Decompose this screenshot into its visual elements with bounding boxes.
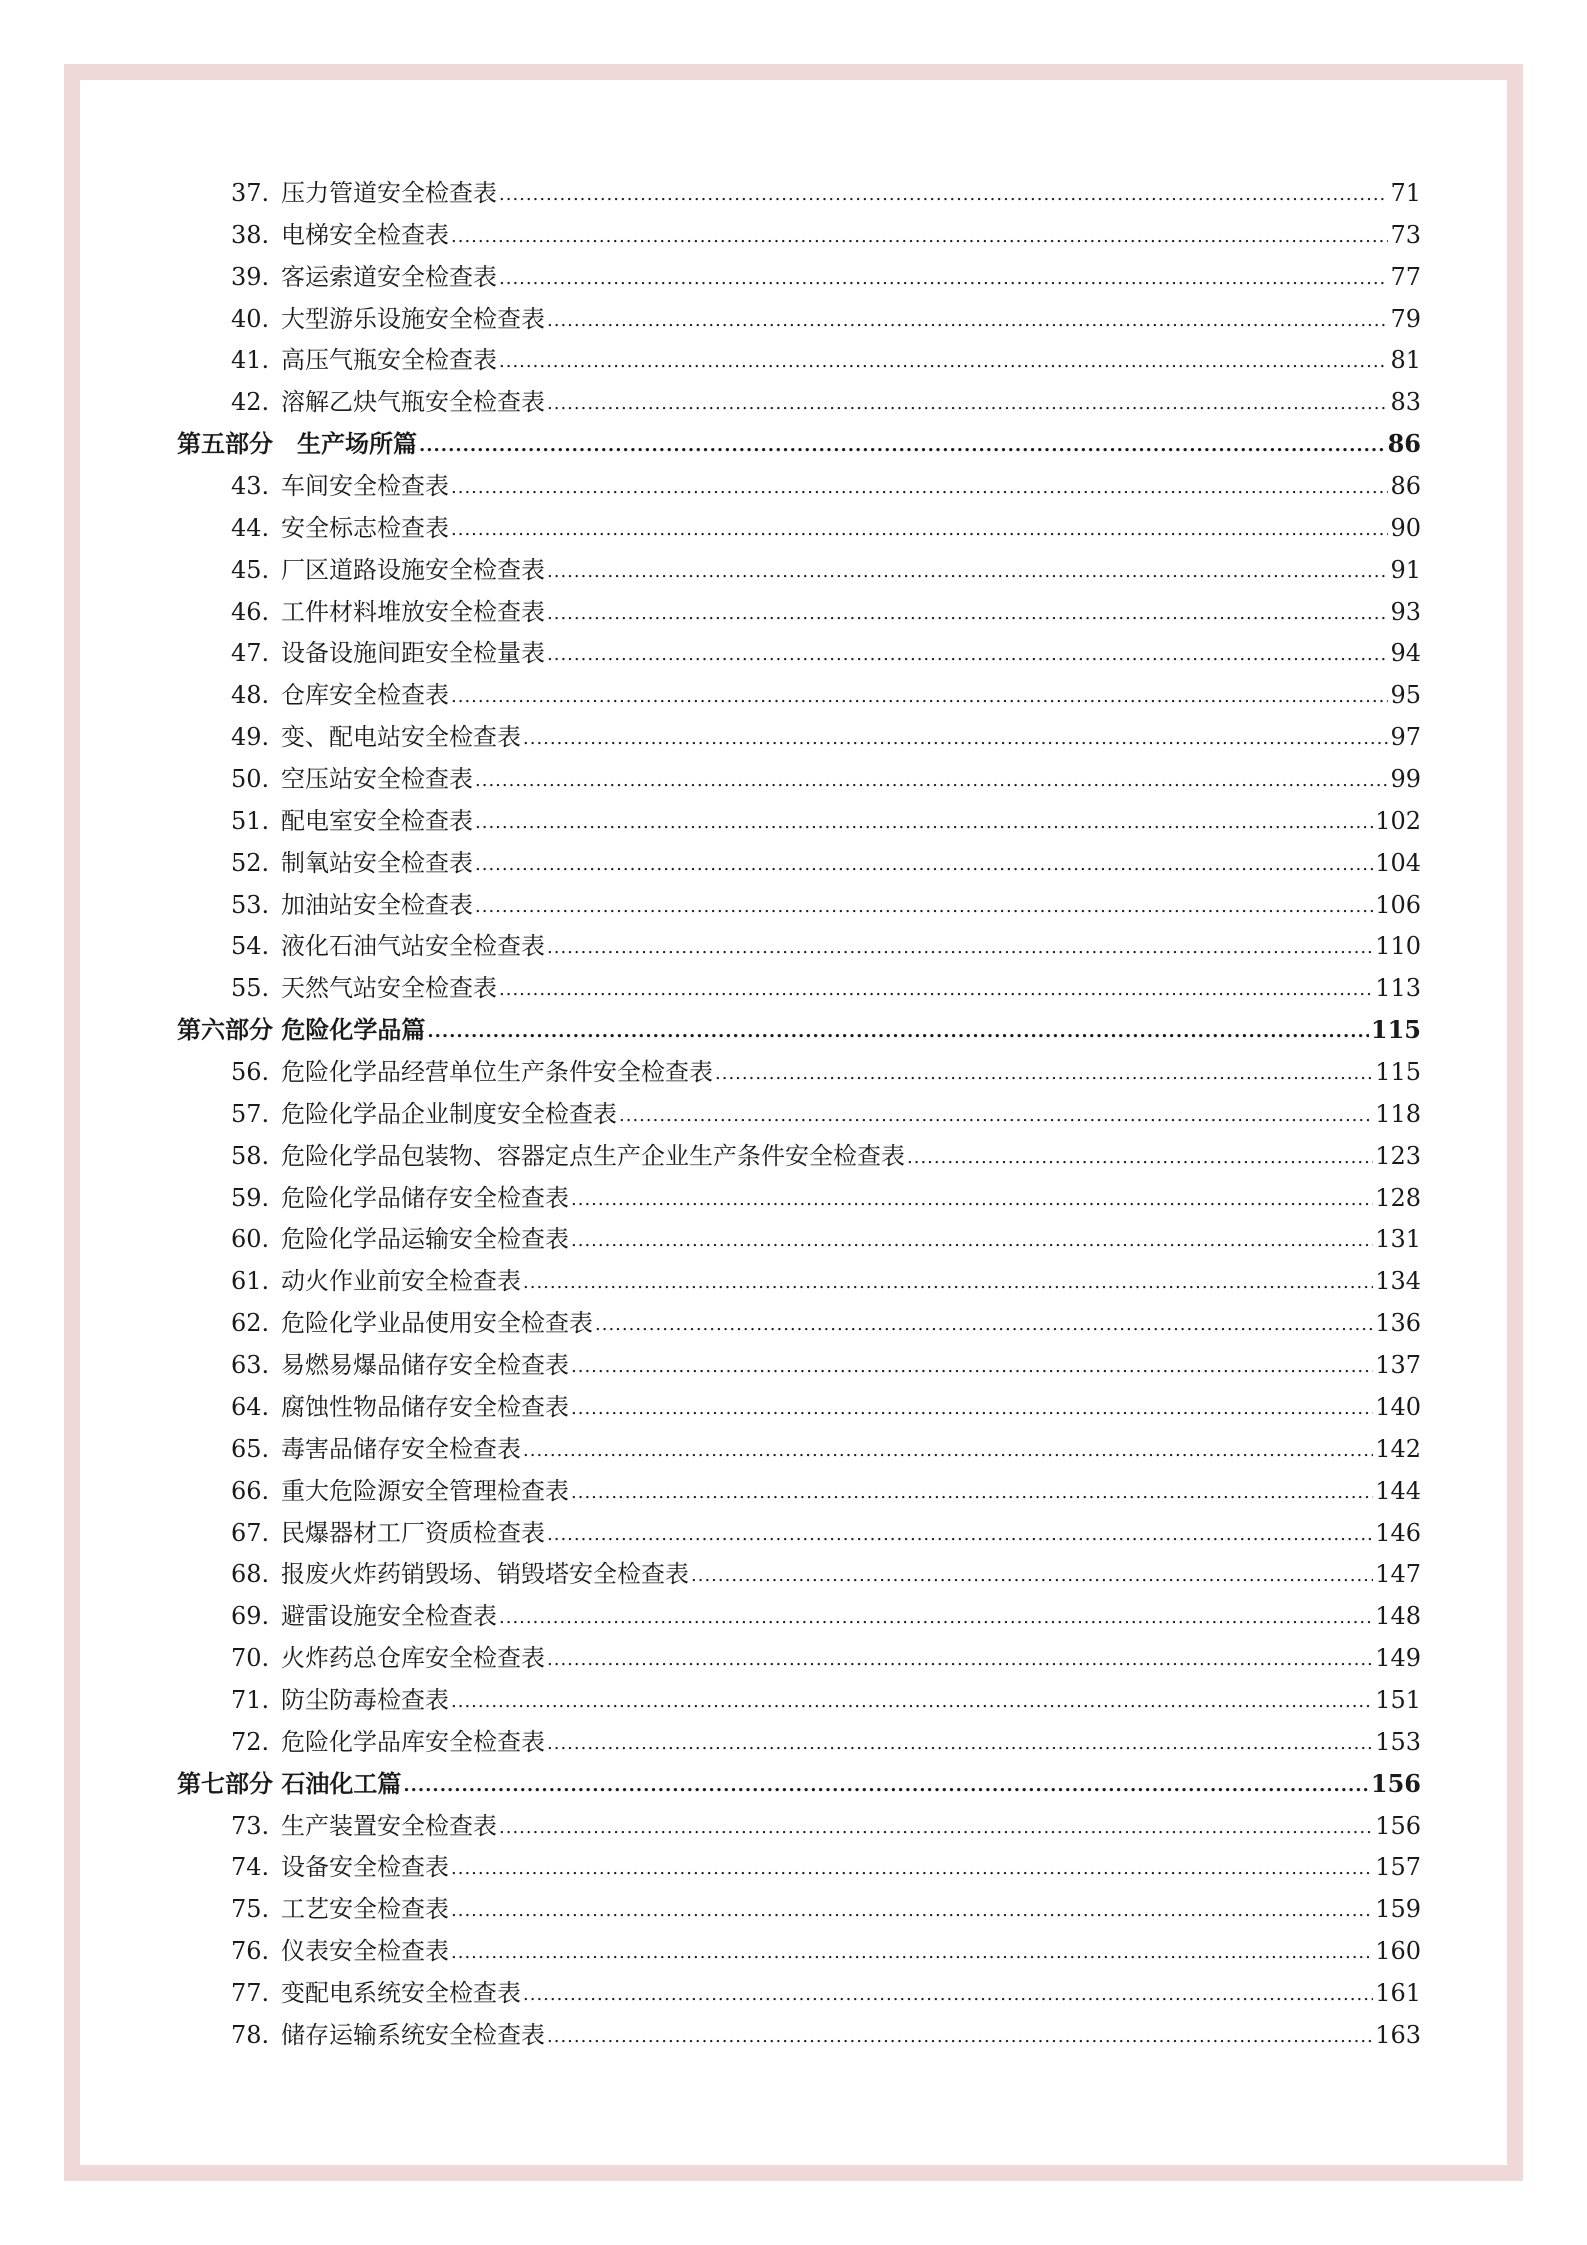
toc-entry-number: 44. (231, 513, 270, 542)
dot-leader (547, 1727, 1373, 1755)
toc-entry-title: 防尘防毒检查表 (281, 1685, 449, 1714)
toc-entry-title: 生产装置安全检查表 (281, 1811, 497, 1840)
toc-entry[interactable] (175, 1806, 1421, 1848)
dot-leader (715, 1057, 1373, 1085)
toc-page-number: 131 (1375, 1225, 1421, 1254)
toc-entry-number: 75. (231, 1895, 270, 1924)
dot-leader (475, 890, 1373, 918)
dot-leader (451, 680, 1388, 708)
toc-entry-number: 66. (231, 1476, 270, 1505)
toc-page-number: 104 (1375, 848, 1421, 877)
toc-entry-number: 60. (231, 1225, 270, 1254)
toc-entry-number: 69. (231, 1602, 270, 1631)
toc-entry-number: 39. (231, 262, 270, 291)
toc-entry-number: 64. (231, 1392, 270, 1421)
toc-entry-title: 第五部分 生产场所篇 (177, 429, 417, 459)
toc-page-number: 90 (1390, 513, 1421, 542)
dot-leader (499, 1601, 1373, 1629)
toc-page-number: 115 (1375, 1058, 1421, 1087)
toc-entry-title: 天然气站安全检查表 (281, 974, 497, 1003)
dot-leader (475, 806, 1373, 834)
dot-leader (619, 1099, 1373, 1127)
toc-page-number: 151 (1375, 1685, 1421, 1714)
toc-entry-title: 工艺安全检查表 (281, 1895, 449, 1924)
toc-page-number: 159 (1375, 1895, 1421, 1924)
dot-leader (451, 220, 1388, 248)
toc-entry-title: 设备安全检查表 (281, 1853, 449, 1882)
toc-entry-number: 45. (231, 555, 270, 584)
toc-entry-number: 54. (231, 932, 270, 961)
toc-entry[interactable] (175, 801, 1421, 843)
toc-entry-number: 49. (231, 723, 270, 752)
toc-entry[interactable] (175, 340, 1421, 382)
dot-leader (427, 1014, 1369, 1043)
dot-leader (475, 848, 1373, 876)
toc-entry-number: 48. (231, 681, 270, 710)
dot-leader (547, 931, 1373, 959)
toc-entry[interactable] (175, 633, 1421, 675)
toc-entry-number: 62. (231, 1309, 270, 1338)
toc-entry[interactable] (175, 759, 1421, 801)
toc-entry-title: 变、配电站安全检查表 (281, 723, 521, 752)
toc-entry[interactable] (175, 1722, 1421, 1764)
dot-leader (475, 764, 1388, 792)
toc-entry-title: 仓库安全检查表 (281, 681, 449, 710)
toc-page-number: 86 (1387, 429, 1421, 459)
toc-entry[interactable] (175, 1931, 1421, 1973)
toc-entry-number: 50. (231, 765, 270, 794)
toc-entry-number: 65. (231, 1434, 270, 1463)
dot-leader (595, 1308, 1373, 1336)
toc-entry-title: 危险化学品储存安全检查表 (281, 1183, 569, 1212)
dot-leader (547, 1643, 1373, 1671)
toc-entry[interactable] (175, 1513, 1421, 1555)
toc-entry[interactable] (175, 1554, 1421, 1596)
toc-entry-title: 第七部分 石油化工篇 (177, 1768, 402, 1798)
toc-entry[interactable] (175, 1136, 1421, 1178)
toc-section-heading[interactable] (175, 424, 1421, 466)
toc-page-number: 113 (1375, 974, 1421, 1003)
dot-leader (571, 1350, 1373, 1378)
toc-section-heading[interactable] (175, 1010, 1421, 1052)
dot-leader (523, 722, 1388, 750)
toc-entry-title: 危险化学品经营单位生产条件安全检查表 (281, 1058, 713, 1087)
toc-entry[interactable] (175, 257, 1421, 299)
toc-entry-title: 仪表安全检查表 (281, 1937, 449, 1966)
toc-entry[interactable] (175, 1429, 1421, 1471)
toc-page-number: 77 (1390, 262, 1421, 291)
toc-entry-title: 第六部分 危险化学品篇 (177, 1015, 426, 1045)
toc-entry[interactable] (175, 968, 1421, 1010)
toc-entry-number: 52. (231, 848, 270, 877)
dot-leader (499, 973, 1373, 1001)
toc-page-number: 147 (1375, 1560, 1421, 1589)
toc-entry-number: 77. (231, 1978, 270, 2007)
dot-leader (419, 428, 1386, 457)
toc-entry-number: 53. (231, 890, 270, 919)
toc-entry-number: 71. (231, 1685, 270, 1714)
toc-entry[interactable] (175, 2015, 1421, 2057)
toc-entry-title: 动火作业前安全检查表 (281, 1267, 521, 1296)
toc-entry-number: 37. (231, 179, 270, 207)
dot-leader (571, 1224, 1373, 1252)
toc-entry-number: 68. (231, 1560, 270, 1589)
toc-entry[interactable] (175, 717, 1421, 759)
dot-leader (499, 178, 1388, 206)
toc-entry-title: 厂区道路设施安全检查表 (281, 555, 545, 584)
dot-leader (523, 1978, 1373, 2006)
toc-page-number: 115 (1370, 1015, 1421, 1045)
toc-page-number: 86 (1390, 472, 1421, 501)
dot-leader (523, 1266, 1373, 1294)
dot-leader (547, 555, 1388, 583)
toc-entry-title: 配电室安全检查表 (281, 806, 473, 835)
table-of-contents (175, 173, 1421, 2057)
toc-entry-title: 腐蚀性物品储存安全检查表 (281, 1392, 569, 1421)
toc-page-number: 163 (1375, 2020, 1421, 2049)
toc-entry[interactable] (175, 1680, 1421, 1722)
toc-page-number: 83 (1390, 388, 1421, 417)
toc-entry-number: 76. (231, 1937, 270, 1966)
toc-entry[interactable] (175, 508, 1421, 550)
toc-entry-title: 液化石油气站安全检查表 (281, 932, 545, 961)
toc-entry[interactable] (175, 1847, 1421, 1889)
toc-page-number: 137 (1375, 1351, 1421, 1380)
toc-entry-number: 73. (231, 1811, 270, 1840)
dot-leader (691, 1559, 1373, 1587)
toc-entry[interactable] (175, 466, 1421, 508)
toc-page-number: 144 (1375, 1476, 1421, 1505)
toc-entry[interactable] (175, 1596, 1421, 1638)
toc-entry[interactable] (175, 1973, 1421, 2015)
toc-page-number: 156 (1370, 1768, 1421, 1798)
dot-leader (547, 387, 1388, 415)
toc-page-number: 102 (1375, 806, 1421, 835)
toc-entry-title: 易燃易爆品储存安全检查表 (281, 1351, 569, 1380)
toc-page-number: 106 (1375, 890, 1421, 919)
toc-entry-number: 74. (231, 1853, 270, 1882)
toc-page-number: 161 (1375, 1978, 1421, 2007)
toc-entry-title: 火炸药总仓库安全检查表 (281, 1644, 545, 1673)
toc-page-number: 142 (1375, 1434, 1421, 1463)
toc-entry-number: 40. (231, 304, 270, 333)
toc-entry[interactable] (175, 382, 1421, 424)
toc-entry-number: 47. (231, 639, 270, 668)
dot-leader (571, 1183, 1373, 1211)
dot-leader (451, 1894, 1373, 1922)
toc-entry[interactable] (175, 550, 1421, 592)
toc-entry[interactable] (175, 926, 1421, 968)
dot-leader (523, 1434, 1373, 1462)
toc-entry-number: 57. (231, 1099, 270, 1128)
toc-entry-title: 高压气瓶安全检查表 (281, 346, 497, 375)
toc-page-number: 140 (1375, 1392, 1421, 1421)
dot-leader (451, 471, 1388, 499)
toc-entry-number: 63. (231, 1351, 270, 1380)
dot-leader (547, 1518, 1373, 1546)
toc-entry[interactable] (175, 675, 1421, 717)
toc-page-number: 149 (1375, 1644, 1421, 1673)
toc-entry-number: 78. (231, 2020, 270, 2049)
toc-entry[interactable] (175, 173, 1421, 215)
toc-entry[interactable] (175, 1638, 1421, 1680)
toc-entry[interactable] (175, 1052, 1421, 1094)
toc-page-number: 91 (1390, 555, 1421, 584)
toc-entry-title: 危险化学品企业制度安全检查表 (281, 1099, 617, 1128)
toc-entry[interactable] (175, 1261, 1421, 1303)
toc-entry[interactable] (175, 1889, 1421, 1931)
dot-leader (451, 1685, 1373, 1713)
toc-entry-title: 重大危险源安全管理检查表 (281, 1476, 569, 1505)
dot-leader (547, 304, 1388, 332)
toc-entry-title: 毒害品储存安全检查表 (281, 1434, 521, 1463)
dot-leader (451, 513, 1388, 541)
toc-page-number: 128 (1375, 1183, 1421, 1212)
toc-entry-title: 避雷设施安全检查表 (281, 1602, 497, 1631)
toc-entry[interactable] (175, 1303, 1421, 1345)
toc-entry-title: 溶解乙炔气瓶安全检查表 (281, 388, 545, 417)
toc-entry-title: 安全标志检查表 (281, 513, 449, 542)
toc-entry-title: 民爆器材工厂资质检查表 (281, 1518, 545, 1547)
dot-leader (451, 1852, 1373, 1880)
dot-leader (499, 262, 1388, 290)
toc-entry[interactable] (175, 299, 1421, 341)
toc-page-number: 95 (1390, 681, 1421, 710)
toc-page-number: 156 (1375, 1811, 1421, 1840)
toc-entry-title: 空压站安全检查表 (281, 765, 473, 794)
toc-entry-title: 电梯安全检查表 (281, 220, 449, 249)
toc-entry-title: 制氧站安全检查表 (281, 848, 473, 877)
toc-page-number: 160 (1375, 1937, 1421, 1966)
dot-leader (571, 1392, 1373, 1420)
toc-entry-title: 车间安全检查表 (281, 472, 449, 501)
toc-page-number: 134 (1375, 1267, 1421, 1296)
toc-page-number: 71 (1390, 179, 1421, 207)
dot-leader (499, 345, 1388, 373)
toc-entry-title: 变配电系统安全检查表 (281, 1978, 521, 2007)
dot-leader (547, 2020, 1373, 2048)
toc-entry[interactable] (175, 1471, 1421, 1513)
toc-entry-number: 59. (231, 1183, 270, 1212)
toc-entry-title: 报废火炸药销毁场、销毁塔安全检查表 (281, 1560, 689, 1589)
toc-entry[interactable] (175, 1178, 1421, 1220)
toc-page-number: 146 (1375, 1518, 1421, 1547)
toc-entry-title: 危险化学品库安全检查表 (281, 1727, 545, 1756)
toc-entry-number: 51. (231, 806, 270, 835)
toc-entry[interactable] (175, 1387, 1421, 1429)
toc-entry-number: 56. (231, 1058, 270, 1087)
toc-entry-title: 危险化学品包装物、容器定点生产企业生产条件安全检查表 (281, 1141, 905, 1170)
dot-leader (547, 638, 1388, 666)
toc-entry-number: 58. (231, 1141, 270, 1170)
dot-leader (907, 1141, 1373, 1169)
toc-section-heading[interactable] (175, 1764, 1421, 1806)
toc-entry[interactable] (175, 1094, 1421, 1136)
dot-leader (403, 1768, 1369, 1797)
toc-entry-title: 大型游乐设施安全检查表 (281, 304, 545, 333)
toc-entry-title: 客运索道安全检查表 (281, 262, 497, 291)
toc-entry-number: 55. (231, 974, 270, 1003)
toc-entry-number: 46. (231, 597, 270, 626)
toc-entry-title: 储存运输系统安全检查表 (281, 2020, 545, 2049)
toc-page-number: 94 (1390, 639, 1421, 668)
toc-entry-number: 42. (231, 388, 270, 417)
toc-entry-number: 43. (231, 472, 270, 501)
toc-page-number: 81 (1390, 346, 1421, 375)
toc-page-number: 99 (1390, 765, 1421, 794)
toc-entry-title: 加油站安全检查表 (281, 890, 473, 919)
toc-entry-title: 危险化学品运输安全检查表 (281, 1225, 569, 1254)
toc-page-number: 93 (1390, 597, 1421, 626)
toc-page-number: 79 (1390, 304, 1421, 333)
toc-entry-title: 危险化学业品使用安全检查表 (281, 1309, 593, 1338)
toc-page-number: 97 (1390, 723, 1421, 752)
toc-entry-title: 工件材料堆放安全检查表 (281, 597, 545, 626)
dot-leader (499, 1811, 1373, 1839)
toc-entry[interactable] (175, 843, 1421, 885)
dot-leader (547, 597, 1388, 625)
toc-page-number: 136 (1375, 1309, 1421, 1338)
toc-entry[interactable] (175, 592, 1421, 634)
toc-page-number: 148 (1375, 1602, 1421, 1631)
toc-page-number: 153 (1375, 1727, 1421, 1756)
toc-entry-number: 38. (231, 220, 270, 249)
toc-entry[interactable] (175, 1345, 1421, 1387)
dot-leader (571, 1476, 1373, 1504)
toc-entry-number: 67. (231, 1518, 270, 1547)
toc-entry-number: 41. (231, 346, 270, 375)
toc-page-number: 110 (1375, 932, 1421, 961)
toc-page-number: 73 (1390, 220, 1421, 249)
toc-entry-title: 设备设施间距安全检量表 (281, 639, 545, 668)
toc-page-number: 118 (1375, 1099, 1421, 1128)
toc-entry[interactable] (175, 885, 1421, 927)
toc-entry-number: 70. (231, 1644, 270, 1673)
dot-leader (451, 1936, 1373, 1964)
toc-entry[interactable] (175, 215, 1421, 257)
toc-page-number: 123 (1375, 1141, 1421, 1170)
toc-entry-title: 压力管道安全检查表 (281, 179, 497, 207)
toc-entry[interactable] (175, 1219, 1421, 1261)
toc-page-number: 157 (1375, 1853, 1421, 1882)
toc-entry-number: 61. (231, 1267, 270, 1296)
toc-entry-number: 72. (231, 1727, 270, 1756)
